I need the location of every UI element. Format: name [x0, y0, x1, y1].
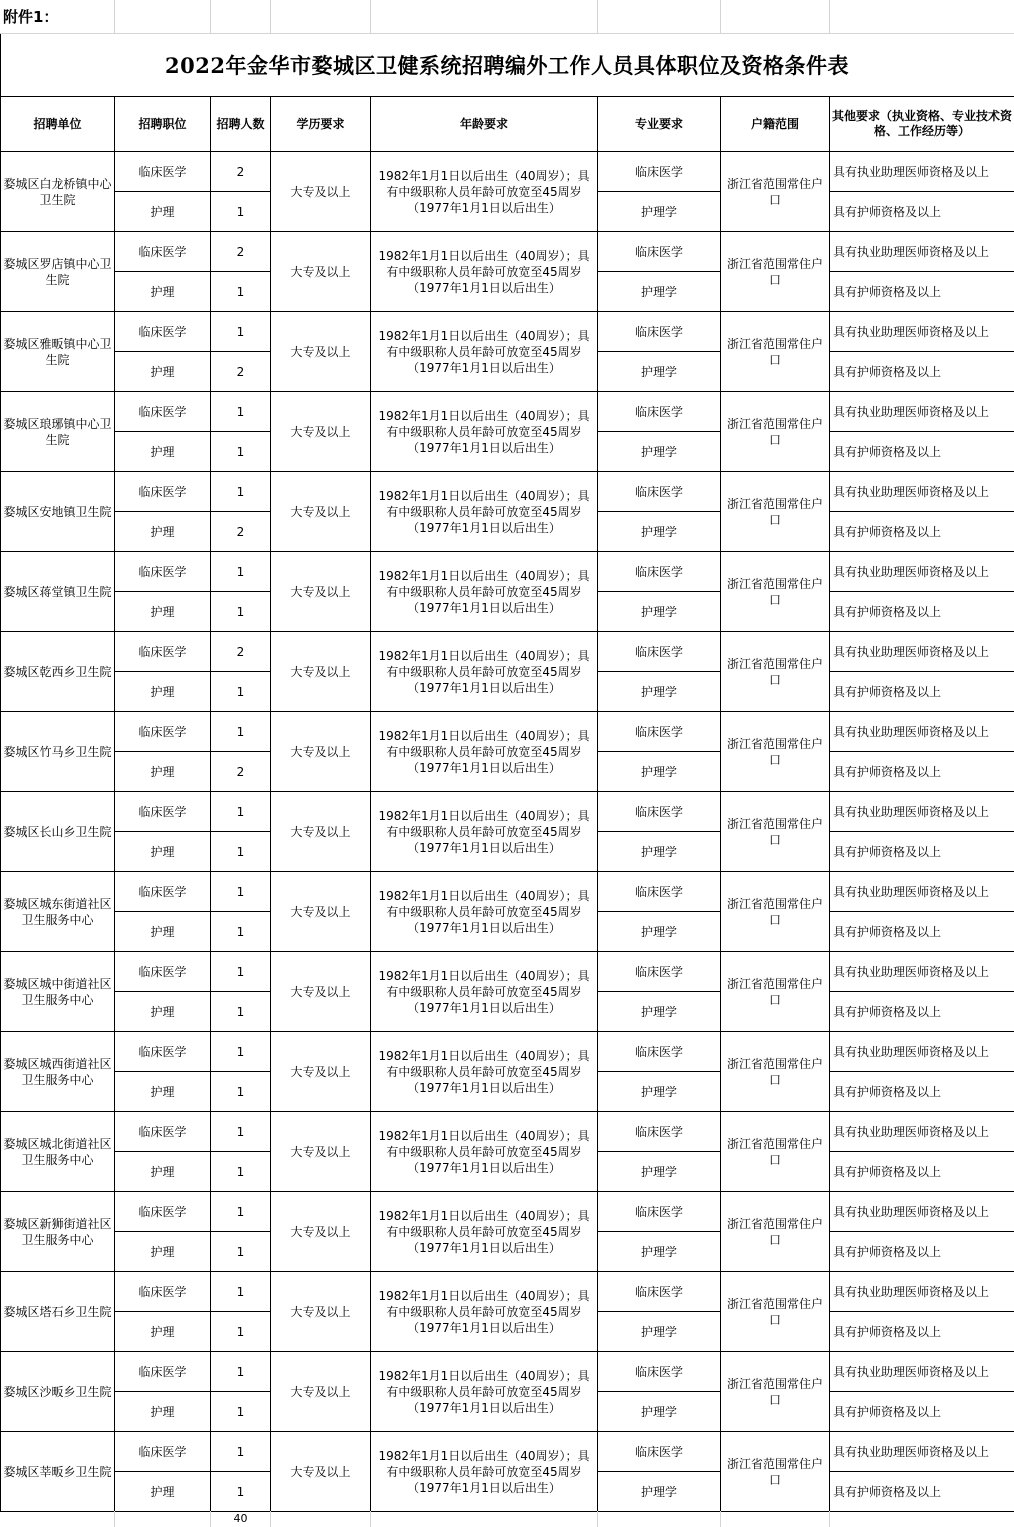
unit-name: 婺城区塔石乡卫生院	[1, 1272, 115, 1352]
count-nursing: 2	[211, 752, 271, 792]
position-nursing: 护理	[115, 992, 211, 1032]
position-clinical: 临床医学	[115, 952, 211, 992]
other-nursing: 具有护师资格及以上	[830, 1152, 1014, 1192]
position-clinical: 临床医学	[115, 712, 211, 752]
age-requirement: 1982年1月1日以后出生（40周岁）；具有中级职称人员年龄可放宽至45周岁（1977年1月1日以后出生）	[371, 472, 598, 552]
major-nursing: 护理学	[598, 1312, 721, 1352]
education-requirement: 大专及以上	[271, 952, 371, 1032]
other-clinical: 具有执业助理医师资格及以上	[830, 952, 1014, 992]
other-clinical: 具有执业助理医师资格及以上	[830, 552, 1014, 592]
position-nursing: 护理	[115, 752, 211, 792]
education-requirement: 大专及以上	[271, 632, 371, 712]
age-requirement: 1982年1月1日以后出生（40周岁）；具有中级职称人员年龄可放宽至45周岁（1977年1月1日以后出生）	[371, 712, 598, 792]
page-title: 2022年金华市婺城区卫健系统招聘编外工作人员具体职位及资格条件表	[165, 53, 849, 78]
total-row	[0, 1511, 1014, 1527]
other-nursing: 具有护师资格及以上	[830, 672, 1014, 712]
count-nursing: 1	[211, 592, 271, 632]
header-row	[1, 97, 1014, 152]
education-requirement: 大专及以上	[271, 312, 371, 392]
other-clinical: 具有执业助理医师资格及以上	[830, 632, 1014, 672]
age-requirement: 1982年1月1日以后出生（40周岁）；具有中级职称人员年龄可放宽至45周岁（1977年1月1日以后出生）	[371, 232, 598, 312]
residence-requirement: 浙江省范围常住户口	[721, 952, 830, 1032]
unit-name: 婺城区沙畈乡卫生院	[1, 1352, 115, 1432]
count-clinical: 1	[211, 1352, 271, 1392]
major-nursing: 护理学	[598, 1472, 721, 1512]
position-nursing: 护理	[115, 1312, 211, 1352]
other-clinical: 具有执业助理医师资格及以上	[830, 1432, 1014, 1472]
header-count: 招聘人数	[211, 97, 271, 152]
residence-requirement: 浙江省范围常住户口	[721, 1112, 830, 1192]
other-clinical: 具有执业助理医师资格及以上	[830, 1112, 1014, 1152]
count-clinical: 2	[211, 232, 271, 272]
major-clinical: 临床医学	[598, 312, 721, 352]
count-nursing: 1	[211, 912, 271, 952]
position-nursing: 护理	[115, 432, 211, 472]
other-nursing: 具有护师资格及以上	[830, 1232, 1014, 1272]
residence-requirement: 浙江省范围常住户口	[721, 872, 830, 952]
major-clinical: 临床医学	[598, 1352, 721, 1392]
count-clinical: 1	[211, 1112, 271, 1152]
unit-name: 婺城区琅琊镇中心卫生院	[1, 392, 115, 472]
major-clinical: 临床医学	[598, 552, 721, 592]
table-row	[1, 552, 1014, 592]
unit-name: 婺城区白龙桥镇中心卫生院	[1, 152, 115, 232]
major-nursing: 护理学	[598, 992, 721, 1032]
table-row	[1, 312, 1014, 352]
count-nursing: 1	[211, 1472, 271, 1512]
other-nursing: 具有护师资格及以上	[830, 752, 1014, 792]
position-clinical: 临床医学	[115, 472, 211, 512]
position-nursing: 护理	[115, 592, 211, 632]
residence-requirement: 浙江省范围常住户口	[721, 1352, 830, 1432]
age-requirement: 1982年1月1日以后出生（40周岁）；具有中级职称人员年龄可放宽至45周岁（1977年1月1日以后出生）	[371, 1192, 598, 1272]
count-nursing: 1	[211, 432, 271, 472]
education-requirement: 大专及以上	[271, 792, 371, 872]
position-clinical: 临床医学	[115, 392, 211, 432]
other-clinical: 具有执业助理医师资格及以上	[830, 712, 1014, 752]
other-nursing: 具有护师资格及以上	[830, 272, 1014, 312]
header-major: 专业要求	[598, 97, 721, 152]
other-clinical: 具有执业助理医师资格及以上	[830, 1272, 1014, 1312]
count-clinical: 1	[211, 792, 271, 832]
position-nursing: 护理	[115, 912, 211, 952]
education-requirement: 大专及以上	[271, 1352, 371, 1432]
major-clinical: 临床医学	[598, 472, 721, 512]
other-clinical: 具有执业助理医师资格及以上	[830, 152, 1014, 192]
position-clinical: 临床医学	[115, 872, 211, 912]
other-nursing: 具有护师资格及以上	[830, 352, 1014, 392]
count-nursing: 1	[211, 672, 271, 712]
position-clinical: 临床医学	[115, 632, 211, 672]
other-nursing: 具有护师资格及以上	[830, 1072, 1014, 1112]
count-nursing: 1	[211, 1152, 271, 1192]
education-requirement: 大专及以上	[271, 472, 371, 552]
residence-requirement: 浙江省范围常住户口	[721, 712, 830, 792]
major-nursing: 护理学	[598, 832, 721, 872]
position-clinical: 临床医学	[115, 1432, 211, 1472]
major-nursing: 护理学	[598, 592, 721, 632]
unit-name: 婺城区城西街道社区卫生服务中心	[1, 1032, 115, 1112]
table-row	[1, 152, 1014, 192]
education-requirement: 大专及以上	[271, 232, 371, 312]
education-requirement: 大专及以上	[271, 552, 371, 632]
other-nursing: 具有护师资格及以上	[830, 1392, 1014, 1432]
table-row	[1, 712, 1014, 752]
position-clinical: 临床医学	[115, 792, 211, 832]
residence-requirement: 浙江省范围常住户口	[721, 792, 830, 872]
major-nursing: 护理学	[598, 1392, 721, 1432]
major-nursing: 护理学	[598, 192, 721, 232]
unit-name: 婺城区雅畈镇中心卫生院	[1, 312, 115, 392]
education-requirement: 大专及以上	[271, 1432, 371, 1512]
count-clinical: 1	[211, 472, 271, 512]
count-nursing: 1	[211, 192, 271, 232]
education-requirement: 大专及以上	[271, 712, 371, 792]
age-requirement: 1982年1月1日以后出生（40周岁）；具有中级职称人员年龄可放宽至45周岁（1977年1月1日以后出生）	[371, 952, 598, 1032]
age-requirement: 1982年1月1日以后出生（40周岁）；具有中级职称人员年龄可放宽至45周岁（1977年1月1日以后出生）	[371, 1432, 598, 1512]
table-row	[1, 1112, 1014, 1152]
position-nursing: 护理	[115, 1232, 211, 1272]
table-row	[1, 792, 1014, 832]
unit-name: 婺城区城中街道社区卫生服务中心	[1, 952, 115, 1032]
unit-name: 婺城区城东街道社区卫生服务中心	[1, 872, 115, 952]
position-clinical: 临床医学	[115, 1192, 211, 1232]
count-clinical: 1	[211, 712, 271, 752]
other-clinical: 具有执业助理医师资格及以上	[830, 472, 1014, 512]
table-row	[1, 232, 1014, 272]
table-row	[1, 392, 1014, 432]
education-requirement: 大专及以上	[271, 1112, 371, 1192]
other-nursing: 具有护师资格及以上	[830, 1472, 1014, 1512]
major-clinical: 临床医学	[598, 152, 721, 192]
other-clinical: 具有执业助理医师资格及以上	[830, 1032, 1014, 1072]
age-requirement: 1982年1月1日以后出生（40周岁）；具有中级职称人员年龄可放宽至45周岁（1977年1月1日以后出生）	[371, 392, 598, 472]
residence-requirement: 浙江省范围常住户口	[721, 472, 830, 552]
header-residence: 户籍范围	[721, 97, 830, 152]
count-clinical: 1	[211, 952, 271, 992]
table-row	[1, 1272, 1014, 1312]
age-requirement: 1982年1月1日以后出生（40周岁）；具有中级职称人员年龄可放宽至45周岁（1977年1月1日以后出生）	[371, 1272, 598, 1352]
unit-name: 婺城区罗店镇中心卫生院	[1, 232, 115, 312]
unit-name: 婺城区安地镇卫生院	[1, 472, 115, 552]
major-nursing: 护理学	[598, 432, 721, 472]
position-nursing: 护理	[115, 512, 211, 552]
other-nursing: 具有护师资格及以上	[830, 432, 1014, 472]
position-clinical: 临床医学	[115, 152, 211, 192]
count-clinical: 1	[211, 392, 271, 432]
table-row	[1, 1032, 1014, 1072]
position-clinical: 临床医学	[115, 1032, 211, 1072]
residence-requirement: 浙江省范围常住户口	[721, 1192, 830, 1272]
major-clinical: 临床医学	[598, 952, 721, 992]
major-nursing: 护理学	[598, 1072, 721, 1112]
age-requirement: 1982年1月1日以后出生（40周岁）；具有中级职称人员年龄可放宽至45周岁（1977年1月1日以后出生）	[371, 312, 598, 392]
table-row	[1, 632, 1014, 672]
other-clinical: 具有执业助理医师资格及以上	[830, 1352, 1014, 1392]
count-clinical: 1	[211, 1432, 271, 1472]
major-nursing: 护理学	[598, 912, 721, 952]
other-nursing: 具有护师资格及以上	[830, 992, 1014, 1032]
count-clinical: 2	[211, 152, 271, 192]
major-clinical: 临床医学	[598, 232, 721, 272]
header-other: 其他要求（执业资格、专业技术资格、工作经历等）	[830, 97, 1014, 152]
position-clinical: 临床医学	[115, 552, 211, 592]
other-clinical: 具有执业助理医师资格及以上	[830, 312, 1014, 352]
other-clinical: 具有执业助理医师资格及以上	[830, 792, 1014, 832]
residence-requirement: 浙江省范围常住户口	[721, 392, 830, 472]
positions-table	[0, 96, 1014, 1512]
major-clinical: 临床医学	[598, 1272, 721, 1312]
major-clinical: 临床医学	[598, 392, 721, 432]
age-requirement: 1982年1月1日以后出生（40周岁）；具有中级职称人员年龄可放宽至45周岁（1977年1月1日以后出生）	[371, 1352, 598, 1432]
table-row	[1, 1432, 1014, 1472]
position-clinical: 临床医学	[115, 1352, 211, 1392]
position-clinical: 临床医学	[115, 312, 211, 352]
other-clinical: 具有执业助理医师资格及以上	[830, 872, 1014, 912]
other-nursing: 具有护师资格及以上	[830, 832, 1014, 872]
residence-requirement: 浙江省范围常住户口	[721, 1032, 830, 1112]
major-nursing: 护理学	[598, 672, 721, 712]
count-nursing: 2	[211, 352, 271, 392]
table-row	[1, 1352, 1014, 1392]
count-clinical: 1	[211, 312, 271, 352]
count-nursing: 1	[211, 992, 271, 1032]
residence-requirement: 浙江省范围常住户口	[721, 632, 830, 712]
header-age: 年龄要求	[371, 97, 598, 152]
total-count: 40	[233, 1512, 248, 1525]
major-nursing: 护理学	[598, 352, 721, 392]
major-nursing: 护理学	[598, 512, 721, 552]
unit-name: 婺城区城北街道社区卫生服务中心	[1, 1112, 115, 1192]
position-nursing: 护理	[115, 1472, 211, 1512]
major-nursing: 护理学	[598, 752, 721, 792]
major-clinical: 临床医学	[598, 712, 721, 752]
position-nursing: 护理	[115, 1152, 211, 1192]
count-clinical: 1	[211, 872, 271, 912]
attachment-row	[0, 0, 1014, 34]
position-nursing: 护理	[115, 192, 211, 232]
unit-name: 婺城区蒋堂镇卫生院	[1, 552, 115, 632]
count-clinical: 2	[211, 632, 271, 672]
unit-name: 婺城区竹马乡卫生院	[1, 712, 115, 792]
count-nursing: 1	[211, 1312, 271, 1352]
position-clinical: 临床医学	[115, 232, 211, 272]
major-nursing: 护理学	[598, 1232, 721, 1272]
education-requirement: 大专及以上	[271, 1192, 371, 1272]
count-clinical: 1	[211, 1032, 271, 1072]
unit-name: 婺城区莘畈乡卫生院	[1, 1432, 115, 1512]
major-clinical: 临床医学	[598, 872, 721, 912]
other-nursing: 具有护师资格及以上	[830, 912, 1014, 952]
other-clinical: 具有执业助理医师资格及以上	[830, 232, 1014, 272]
major-clinical: 临床医学	[598, 1112, 721, 1152]
major-clinical: 临床医学	[598, 1192, 721, 1232]
count-nursing: 1	[211, 1072, 271, 1112]
residence-requirement: 浙江省范围常住户口	[721, 152, 830, 232]
position-nursing: 护理	[115, 272, 211, 312]
education-requirement: 大专及以上	[271, 1032, 371, 1112]
residence-requirement: 浙江省范围常住户口	[721, 312, 830, 392]
other-clinical: 具有执业助理医师资格及以上	[830, 1192, 1014, 1232]
education-requirement: 大专及以上	[271, 152, 371, 232]
position-nursing: 护理	[115, 1392, 211, 1432]
major-clinical: 临床医学	[598, 632, 721, 672]
count-nursing: 1	[211, 832, 271, 872]
position-nursing: 护理	[115, 352, 211, 392]
count-nursing: 1	[211, 1392, 271, 1432]
count-nursing: 1	[211, 272, 271, 312]
other-clinical: 具有执业助理医师资格及以上	[830, 392, 1014, 432]
age-requirement: 1982年1月1日以后出生（40周岁）；具有中级职称人员年龄可放宽至45周岁（1977年1月1日以后出生）	[371, 632, 598, 712]
education-requirement: 大专及以上	[271, 1272, 371, 1352]
major-clinical: 临床医学	[598, 1432, 721, 1472]
table-row	[1, 472, 1014, 512]
count-nursing: 2	[211, 512, 271, 552]
header-education: 学历要求	[271, 97, 371, 152]
residence-requirement: 浙江省范围常住户口	[721, 552, 830, 632]
position-nursing: 护理	[115, 1072, 211, 1112]
header-unit: 招聘单位	[1, 97, 115, 152]
header-position: 招聘职位	[115, 97, 211, 152]
residence-requirement: 浙江省范围常住户口	[721, 232, 830, 312]
education-requirement: 大专及以上	[271, 872, 371, 952]
major-nursing: 护理学	[598, 1152, 721, 1192]
other-nursing: 具有护师资格及以上	[830, 1312, 1014, 1352]
other-nursing: 具有护师资格及以上	[830, 192, 1014, 232]
age-requirement: 1982年1月1日以后出生（40周岁）；具有中级职称人员年龄可放宽至45周岁（1977年1月1日以后出生）	[371, 872, 598, 952]
count-clinical: 1	[211, 552, 271, 592]
table-row	[1, 952, 1014, 992]
unit-name: 婺城区乾西乡卫生院	[1, 632, 115, 712]
residence-requirement: 浙江省范围常住户口	[721, 1272, 830, 1352]
age-requirement: 1982年1月1日以后出生（40周岁）；具有中级职称人员年龄可放宽至45周岁（1977年1月1日以后出生）	[371, 792, 598, 872]
age-requirement: 1982年1月1日以后出生（40周岁）；具有中级职称人员年龄可放宽至45周岁（1977年1月1日以后出生）	[371, 1032, 598, 1112]
residence-requirement: 浙江省范围常住户口	[721, 1432, 830, 1512]
major-nursing: 护理学	[598, 272, 721, 312]
other-nursing: 具有护师资格及以上	[830, 592, 1014, 632]
education-requirement: 大专及以上	[271, 392, 371, 472]
other-nursing: 具有护师资格及以上	[830, 512, 1014, 552]
count-nursing: 1	[211, 1232, 271, 1272]
position-nursing: 护理	[115, 672, 211, 712]
table-row	[1, 1192, 1014, 1232]
major-clinical: 临床医学	[598, 792, 721, 832]
count-clinical: 1	[211, 1192, 271, 1232]
position-clinical: 临床医学	[115, 1272, 211, 1312]
major-clinical: 临床医学	[598, 1032, 721, 1072]
table-row	[1, 872, 1014, 912]
unit-name: 婺城区新狮街道社区卫生服务中心	[1, 1192, 115, 1272]
age-requirement: 1982年1月1日以后出生（40周岁）；具有中级职称人员年龄可放宽至45周岁（1977年1月1日以后出生）	[371, 1112, 598, 1192]
age-requirement: 1982年1月1日以后出生（40周岁）；具有中级职称人员年龄可放宽至45周岁（1977年1月1日以后出生）	[371, 152, 598, 232]
position-clinical: 临床医学	[115, 1112, 211, 1152]
unit-name: 婺城区长山乡卫生院	[1, 792, 115, 872]
position-nursing: 护理	[115, 832, 211, 872]
attachment-label: 附件1：	[3, 8, 59, 26]
count-clinical: 1	[211, 1272, 271, 1312]
age-requirement: 1982年1月1日以后出生（40周岁）；具有中级职称人员年龄可放宽至45周岁（1977年1月1日以后出生）	[371, 552, 598, 632]
